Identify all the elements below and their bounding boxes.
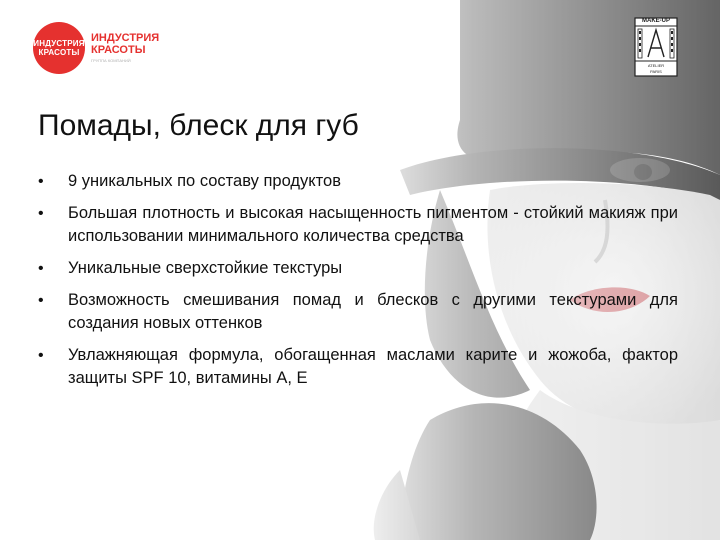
logo-wordmark	[91, 32, 159, 64]
logo-emblem-icon	[33, 22, 85, 74]
film-strip-a-icon	[634, 17, 678, 77]
logo-emblem-text: ИНДУСТРИЯ КРАСОТЫ	[33, 39, 85, 57]
logo-name-line1: ИНДУСТРИЯ	[91, 32, 160, 44]
bullet-item: • Увлажняющая формула, обогащенная маслами карите и жожоба, фактор защиты SPF 10, витамины А, Е	[38, 344, 678, 390]
bullet-item: • Возможность смешивания помад и блесков с другими текстурами для создания новых оттенков	[38, 289, 678, 335]
logo-name-line2: КРАСОТЫ	[91, 44, 146, 56]
bullet-item: • Большая плотность и высокая насыщенность пигментом - стойкий макияж при использовании минимального количества средства	[38, 202, 678, 248]
badge-top-text: MAKE-UP	[642, 18, 670, 24]
badge-line2: PARIS	[650, 69, 662, 74]
bullet-item: • Уникальные сверхстойкие текстуры	[38, 257, 678, 280]
company-logo	[33, 22, 159, 74]
makeup-atelier-badge	[634, 17, 678, 77]
slide-title: Помады, блеск для губ	[38, 109, 359, 142]
logo-tagline: ГРУППА КОМПАНИЙ	[91, 58, 131, 63]
bullet-list	[38, 170, 678, 399]
bullet-item: • 9 уникальных по составу продуктов	[38, 170, 678, 193]
badge-line1: ATELIER	[647, 63, 665, 68]
